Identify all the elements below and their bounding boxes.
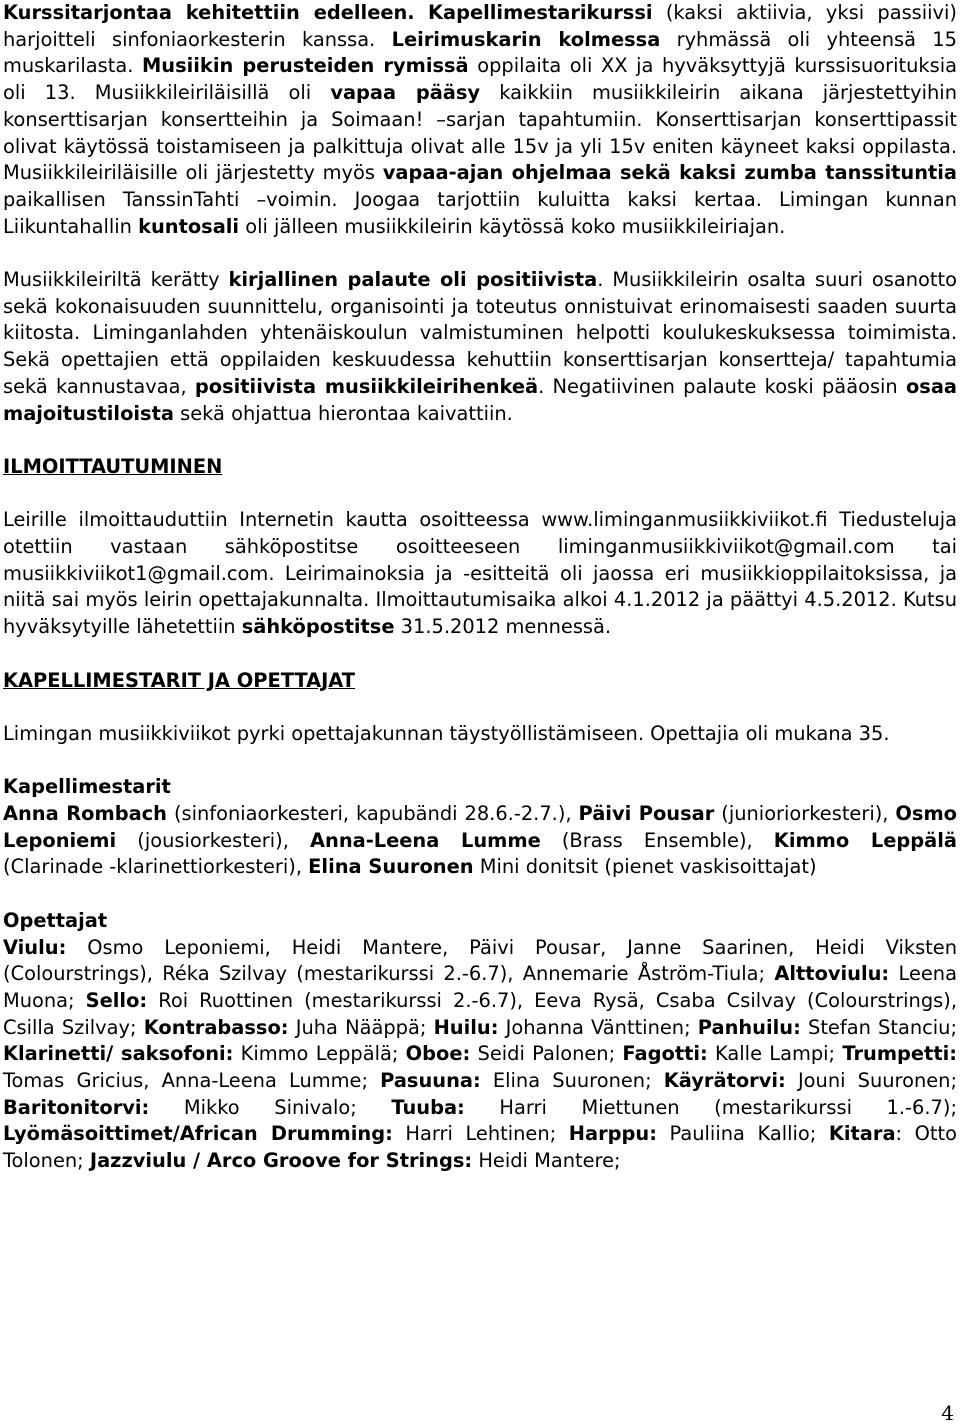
text: Musiikkileiriläisillä oli <box>94 81 331 105</box>
conductor-name: Anna-Leena Lumme <box>310 828 541 852</box>
instrument-label: Trumpetti: <box>842 1042 957 1066</box>
text: Seidi Palonen; <box>470 1042 623 1066</box>
conductor-name: Elina Suuronen <box>308 855 474 879</box>
instrument-label: Panhuilu: <box>697 1015 801 1039</box>
text: paikallisen TanssinTahti –voimin. Joogaa tarjottiin kuluitta kaksi kertaa. Limingan kunnan Liikuntahallin <box>3 187 957 238</box>
bold-text: Leirimuskarin kolmessa <box>391 27 661 51</box>
bold-text: kuntosali <box>138 214 240 238</box>
conductor-name: Päivi Pousar <box>578 802 715 825</box>
page-number: 4 <box>941 1401 954 1425</box>
registration-paragraph <box>3 507 957 641</box>
heading-conductors: Kapellimestarit <box>3 775 171 799</box>
bold-text: vapaa pääsy <box>330 81 481 105</box>
instrument-label: Lyömäsoittimet/African Drumming: <box>3 1122 393 1146</box>
text: Roi Ruottinen (mestarikurssi 2.-6.7), Eeva Rysä, Csaba Csilvay (Colourstrings), Csilla Szilvay; <box>3 988 957 1039</box>
courses-paragraph <box>3 0 957 240</box>
text: Kimmo Leppälä; <box>233 1042 406 1066</box>
text: (junioriorkesteri), <box>714 802 896 825</box>
text: oppilaita oli XX ja hyväksyttyjä kurssisuorituksia oli 13. <box>3 54 957 105</box>
instrument-label: Käyrätorvi: <box>663 1069 786 1093</box>
instrument-label: Kitara <box>828 1122 896 1146</box>
bold-text: positiivista musiikkileirihenkeä <box>194 374 539 398</box>
instrument-label: Oboe: <box>405 1042 471 1066</box>
instrument-label: Huilu: <box>433 1015 499 1039</box>
text: Tomas Gricius, Anna-Leena Lumme; <box>3 1069 381 1093</box>
instrument-label: Fagotti: <box>622 1042 708 1066</box>
teachers-paragraph <box>3 935 957 1175</box>
text: sekä ohjattua hierontaa kaivattiin. <box>173 401 513 425</box>
heading-teachers: Opettajat <box>3 908 108 932</box>
text: Johanna Vänttinen; <box>498 1015 698 1039</box>
instrument-label: Alttoviulu: <box>774 962 890 986</box>
instrument-label: Pasuuna: <box>380 1069 481 1093</box>
text: Pauliina Kallio; <box>656 1122 829 1146</box>
text: Juha Nääppä; <box>288 1015 434 1039</box>
conductor-name: Osmo Leponiemi <box>3 802 957 852</box>
text: ryhmässä oli yhteensä 15 muskarilasta. <box>3 27 957 78</box>
text: Jouni Suuronen; <box>785 1069 958 1093</box>
instrument-label: Viulu: <box>3 935 67 959</box>
bold-text: vapaa-ajan ohjelmaa sekä kaksi zumba tanssituntia <box>382 161 957 185</box>
text: Musiikkileiriltä kerätty <box>3 268 229 292</box>
instrument-label: Sello: <box>85 988 148 1012</box>
text: Elina Suuronen; <box>480 1069 664 1093</box>
bold-text: sähköpostitse <box>241 615 395 639</box>
staffing-paragraph: Limingan musiikkiviikot pyrki opettajakunnan täystyöllistämiseen. Opettajia oli mukana 35. <box>3 721 890 745</box>
text: (kaksi aktiivia, yksi passiivi) harjoitteli sinfoniaorkesterin kanssa. <box>3 1 957 51</box>
text: : Otto Tolonen; <box>3 1122 957 1173</box>
text: . Musiikkileirin osalta suuri osanotto sekä kokonaisuuden suunnittelu, organisointi ja toteutus onnistuivat erinomaisesti saaden suurta kiitosta. Liminganlahden yhtenäiskoulun valmistuminen helpotti koulukeskuksessa toimimista. Sekä opettajien että oppilaiden keskuudessa kehuttiin konserttisarjan konsertteja/ tapahtumia sekä kannustavaa, <box>3 268 957 398</box>
text: Harri Lehtinen; <box>392 1122 569 1146</box>
conductors-paragraph <box>3 801 957 881</box>
text: (Brass Ensemble), <box>540 828 774 852</box>
conductor-name: Anna Rombach <box>3 802 167 825</box>
bold-text: Kurssitarjontaa kehitettiin edelleen. <box>3 1 415 24</box>
document-page <box>3 0 957 1175</box>
instrument-label: Klarinetti/ saksofoni: <box>3 1042 234 1066</box>
text: (jousiorkesteri), <box>116 828 311 852</box>
heading-registration: ILMOITTAUTUMINEN <box>3 454 223 478</box>
text: (Clarinade -klarinettiorkesteri), <box>3 855 309 879</box>
text: 31.5.2012 mennessä. <box>394 615 612 639</box>
bold-text: Kapellimestarikurssi <box>427 1 653 24</box>
text: Kalle Lampi; <box>707 1042 843 1066</box>
heading-conductors-teachers: KAPELLIMESTARIT JA OPETTAJAT <box>3 668 356 692</box>
feedback-paragraph <box>3 267 957 427</box>
text: Leirille ilmoittauduttiin Internetin kautta osoitteessa www.liminganmusiikkiviikot.fi Tiedusteluja otettiin vastaan sähköpostitse osoitteeseen liminganmusiikkiviikot@gmail.com tai musiikkiviikot1@gmail.com. Leirimainoksia ja -esitteitä oli jaossa eri musiikkioppilaitoksissa, ja niitä sai myös leirin opettajakunnalta. Ilmoittautumisaika alkoi 4.1.2012 ja päättyi 4.5.2012. Kutsu hyväksytyille lähetettiin <box>3 508 957 639</box>
text: Stefan Stanciu; <box>800 1015 957 1039</box>
conductor-name: Kimmo Leppälä <box>773 828 957 852</box>
text: Mini donitsit (pienet vaskisoittajat) <box>473 855 817 879</box>
instrument-label: Baritonitorvi: <box>3 1095 150 1119</box>
text: Mikko Sinivalo; <box>149 1095 392 1119</box>
text: (sinfoniaorkesteri, kapubändi 28.6.-2.7.), <box>166 802 579 825</box>
instrument-label: Harppu: <box>568 1122 657 1146</box>
text: . Negatiivinen palaute koski pääosin <box>538 374 906 398</box>
bold-text: kirjallinen palaute oli positiivista <box>228 268 598 292</box>
text: kaikkiin musiikkileirin aikana järjestettyihin konserttisarjan konsertteihin ja Soimaan! –sarjan tapahtumiin. Konserttisarjan konserttipassit olivat käytössä toistamiseen ja palkittuja olivat alle 15v ja yli 15v eniten käyneet kaksi oppilasta. Musiikkileiriläisille oli järjestetty myös <box>3 81 957 185</box>
text: oli jälleen musiikkileirin käytössä koko musiikkileiriajan. <box>239 214 786 238</box>
text: Harri Miettunen (mestarikurssi 1.-6.7); <box>464 1095 957 1119</box>
bold-text: Musiikin perusteiden rymissä <box>142 54 469 78</box>
text: Leena Muona; <box>3 962 957 1012</box>
text: Osmo Leponiemi, Heidi Mantere, Päivi Pousar, Janne Saarinen, Heidi Viksten (Colourstrings), Réka Szilvay (mestarikurssi 2.-6.7), Annemarie Åström-Tiula; <box>3 935 957 986</box>
instrument-label: Tuuba: <box>391 1095 465 1119</box>
instrument-label: Kontrabasso: <box>143 1015 289 1039</box>
instrument-label: Jazzviulu / Arco Groove for Strings: <box>89 1149 473 1173</box>
text: Heidi Mantere; <box>472 1149 621 1173</box>
bold-text: osaa majoitustiloista <box>3 374 957 425</box>
